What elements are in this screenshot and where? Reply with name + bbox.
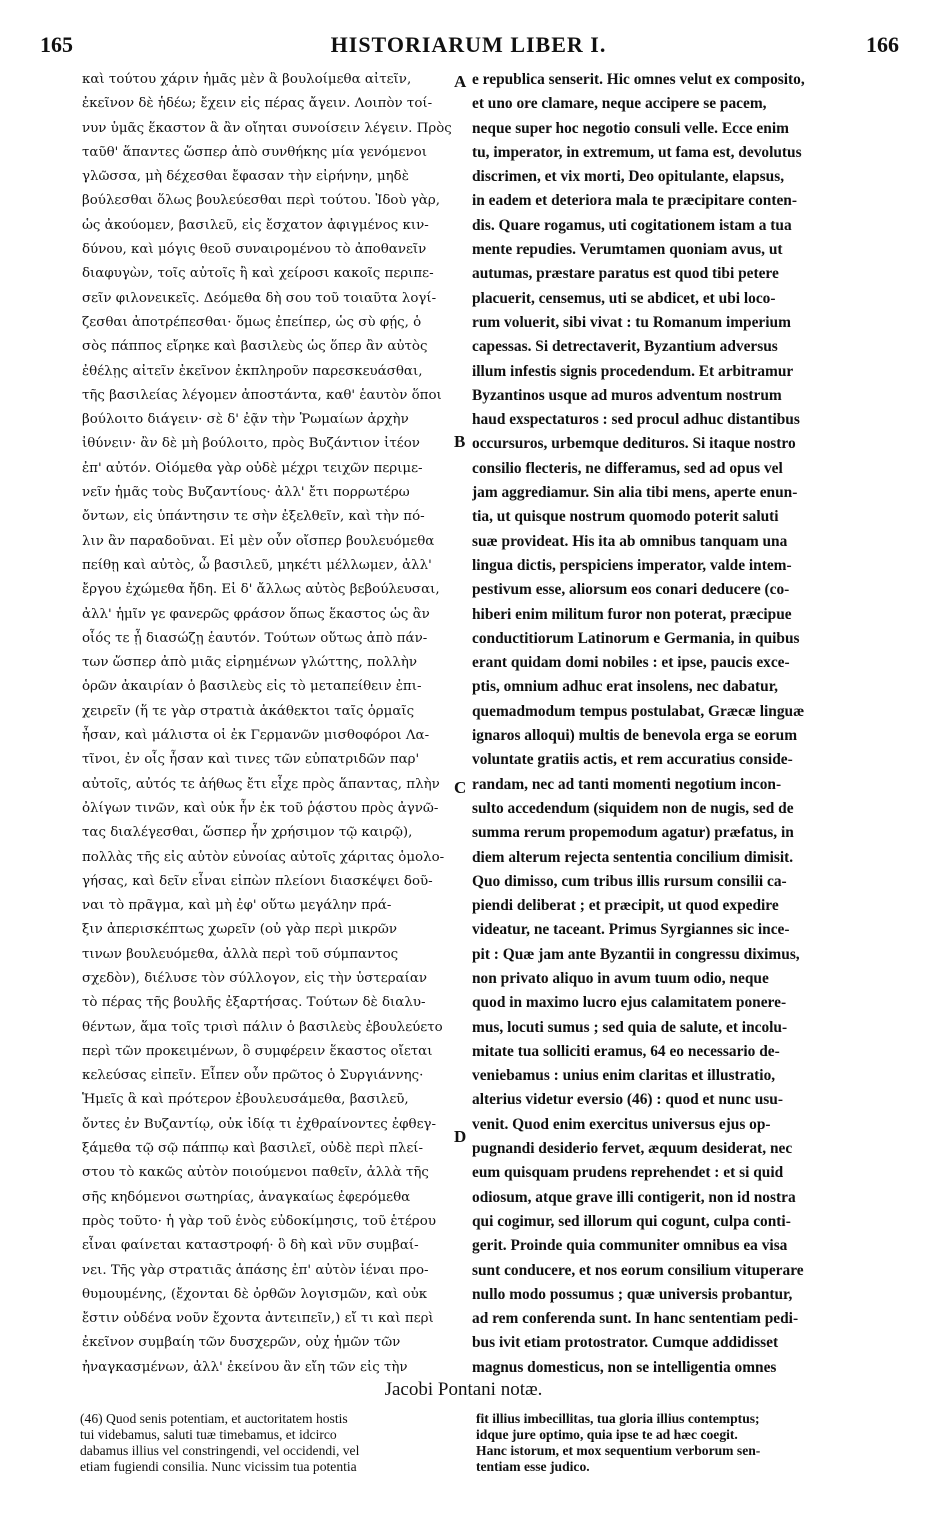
text-line: rum voluerit, sibi vivat : tu Romanum imperium	[472, 313, 791, 331]
margin-letter-b: B	[454, 432, 466, 451]
text-line: neque super hoc negotio consuli velle. Ecce enim	[472, 119, 789, 137]
text-line: suæ provideat. His ita ab omnibus tanquam una	[472, 532, 788, 550]
text-line: ξιν ἀπερισκέπτως χωρεῖν (οὐ γὰρ περὶ μικρῶν	[82, 922, 397, 938]
text-line: gerit. Proinde quia communiter omnibus ea visa	[472, 1237, 788, 1255]
text-line: dabamus illius vel constringendi, vel occidendi, vel	[80, 1443, 360, 1458]
text-line: ἐκεῖνον δὲ ἡδέω; ἔχειν εἰς πέρας ἄγειν. Λοιπὸν τοί-	[82, 96, 433, 112]
text-line: dis. Quare rogamus, uti cogitationem istam a tua	[472, 216, 792, 234]
text-line: γήσας, καὶ δεῖν εἶναι εἰπὼν πλείονι διασκέψει δοῦ-	[82, 873, 433, 889]
text-line: lingua dictis, perspiciens imperator, valde intem-	[472, 556, 792, 574]
text-line: Quo dimisso, cum tribus illis rursum consilii ca-	[472, 872, 787, 890]
text-line: venit. Quod enim exercitus universus ejus op-	[472, 1115, 771, 1133]
notes-right-column	[476, 1411, 896, 1475]
text-line: sulto accedendum (siquidem non de nugis, sed de	[472, 799, 794, 817]
notes-heading: Jacobi Pontani notæ.	[384, 1379, 543, 1400]
text-line: haud exspectaturos : sed procul adhuc distantibus	[472, 411, 800, 429]
text-line: σὸς πάππος εἴρηκε καὶ βασιλεὺς ὡς ὅπερ ἂν αὐτὸς	[82, 339, 428, 355]
text-line: τὸ πέρας τῆς βουλῆς ἐξαρτήσας. Τούτων δὲ διαλυ-	[82, 995, 426, 1011]
text-line: illum infestis signis procedendum. Et arbitramur	[472, 362, 794, 380]
text-line: σχεδὸν), διέλυσε τὸν σύλλογον, εἰς τὴν ὑστεραίαν	[82, 970, 428, 986]
text-line: ἀλλ' ἡμῖν γε φανερῶς φράσον ὅπως ἕκαστος ὡς ἂν	[82, 606, 430, 622]
text-line: ἠναγκασμένων, ἀλλ' ἐκείνου ἂν εἴη τῶν εἰς τὴν	[82, 1359, 408, 1375]
text-line: θέντων, ἅμα τοῖς τρισὶ πάλιν ὁ βασιλεὺς ἐβουλεύετο	[82, 1019, 443, 1035]
text-line: πρὸς τοῦτο· ἡ γὰρ τοῦ ἑνὸς εὐδοκίμησις, τοῦ ἑτέρου	[82, 1213, 436, 1229]
text-line: Hanc istorum, et mox sequentium verborum sen-	[476, 1443, 761, 1458]
text-line: κελεύσας εἰπεῖν. Εἶπεν οὖν πρῶτος ὁ Συργιάννης·	[82, 1068, 424, 1084]
text-line: mente repudies. Verumtamen quoniam avus, ut	[472, 241, 783, 259]
text-line: αὐτοῖς, αὐτός τε ἀήθως ἔτι εἶχε πρὸς ἅπαντας, πλὴν	[82, 776, 440, 792]
text-line: tu, imperator, in extremum, ut fama est, devolutus	[472, 143, 802, 161]
text-line: διαφυγὼν, τοῖς αὐτοῖς ἢ καὶ χείροσι κακοῖς περιπε-	[82, 266, 434, 282]
text-line: χειρεῖν (ἥ τε γὰρ στρατιὰ ἀκάθεκτοι ταῖς ὁρμαῖς	[82, 703, 415, 719]
text-line: οἷός τε ᾖ διασώζῃ ἑαυτόν. Τούτων οὕτως ἀπὸ πάν-	[82, 630, 428, 646]
greek-text-column	[82, 68, 452, 1380]
text-line: diem alterum rejecta sententia concilium dimisit.	[472, 848, 794, 866]
text-line: ἐθέλῃς αἰτεῖν ἐκεῖνον ἐκπληροῦν παρεσκευάσθαι,	[82, 363, 423, 379]
text-line: ταῦθ' ἅπαντες ὥσπερ ἀπὸ συνθήκης μία γενόμενοι	[82, 144, 427, 160]
text-line: capessas. Si detrectaverit, Byzantium adversus	[472, 338, 778, 356]
text-line: σῆς κηδόμενοι σωτηρίας, ἀναγκαίως ἐφερόμεθα	[82, 1189, 411, 1205]
text-line: πείθῃ καὶ αὐτὸς, ὦ βασιλεῦ, μηκέτι μέλλωμεν, ἀλλ'	[82, 557, 432, 573]
text-line: πολλὰς τῆς εἰς αὐτὸν εὐνοίας αὐτοῖς χάριτας ὁμολο-	[82, 849, 445, 865]
page-number-left: 165	[40, 32, 73, 57]
text-line: veniebamus : unius enim claritas et illustratio,	[472, 1067, 776, 1085]
text-line: magnus domesticus, non se intelligentia omnes	[472, 1358, 777, 1376]
text-line: ὄντων, εἰς ὑπάντησιν τε σὴν ἐξελθεῖν, καὶ τὴν πό-	[82, 509, 425, 525]
text-line: odiosum, atque grave illi contigerit, non id nostra	[472, 1188, 796, 1206]
text-line: tentiam esse judico.	[476, 1459, 590, 1474]
text-line: e republica senserit. Hic omnes velut ex composito,	[472, 71, 805, 88]
text-line: tia, ut quisque nostrum quomodo poterit saluti	[472, 508, 779, 526]
text-line: δύνου, καὶ μόγις θεοῦ συναιρομένου τὸ ἀποθανεῖν	[82, 242, 427, 258]
text-line: mitate tua solliciti eramus, 64 eo necessario de-	[472, 1042, 780, 1060]
text-line: (46) Quod senis potentiam, et auctoritatem hostis	[80, 1411, 348, 1426]
text-line: eum quisquam prudens reprehendet : et si quid	[472, 1164, 784, 1182]
text-line: pugnandi desiderio fervet, æquum desiderat, nec	[472, 1140, 793, 1158]
text-line: pestivum esse, aliorsum eos conari deducere (co-	[472, 581, 790, 599]
text-line: quemadmodum tempus postulabat, Græcæ linguæ	[472, 702, 805, 720]
text-line: Byzantinos usque ad muros adventum nostrum	[472, 386, 782, 404]
text-line: ὄντες ἐν Βυζαντίῳ, οὐκ ἰδίᾳ τι ἐχθραίνοντες ἐφθεγ-	[82, 1116, 437, 1132]
text-line: τῆς βασιλείας λέγομεν ἀποστάντα, καθ' ἑαυτὸν ὅποι	[82, 387, 442, 403]
text-line: ἰθύνειν· ἂν δὲ μὴ βούλοιτο, πρὸς Βυζάντιον ἰτέον	[82, 436, 420, 452]
margin-letter-d: D	[454, 1127, 467, 1146]
text-line: θυμουμένης, (ἔχονται δὲ ὀρθῶν λογισμῶν, καὶ οὐκ	[82, 1286, 428, 1302]
text-line: σεῖν φιλονεικεῖς. Δεόμεθα δὴ σου τοῦ τοιαῦτα λογί-	[82, 290, 437, 306]
text-line: videatur, ne taceant. Primus Syrgiannes sic incе-	[472, 921, 790, 939]
text-line: placuerit, censemus, uti se abdicet, et ubi loco-	[472, 289, 776, 307]
text-line: fit illius imbecillitas, tua gloria illius contemptus;	[476, 1411, 760, 1426]
text-line: et uno ore clamare, neque accipere se pacem,	[472, 95, 767, 113]
text-line: ἔργου ἐχώμεθα ἤδη. Εἰ δ' ἄλλως αὐτὸς βεβούλευσαι,	[82, 582, 440, 598]
text-line: voluntate gratiis actis, et rem accuratius conside-	[472, 751, 793, 769]
text-line: summa rerum propemodum agatur) præfatus, in	[472, 824, 794, 842]
text-line: erant quidam domi nobiles : et ipse, paucis exce-	[472, 654, 790, 672]
text-line: idque jure optimo, quia ipse te ad hæc coegit.	[476, 1427, 738, 1442]
text-line: τας διαλέγεσθαι, ὥσπερ ἦν χρήσιμον τῷ καιρῷ),	[82, 825, 413, 841]
text-line: ἦσαν, καὶ μάλιστα οἱ ἐκ Γερμανῶν μισθοφόροι Λα-	[82, 728, 430, 744]
text-line: jam aggrediamur. Sin alia tibi mens, aperte enun-	[472, 484, 798, 502]
text-line: Ἡμεῖς ἃ καὶ πρότερον ἐβουλευσάμεθα, βασιλεῦ,	[82, 1092, 409, 1108]
text-line: conductitiorum Latinorum e Germania, in quibus	[472, 629, 800, 647]
margin-letter-c: C	[454, 778, 467, 797]
text-line: nullo modo possumus ; quæ universis probantur,	[472, 1285, 793, 1303]
latin-text-column	[472, 68, 894, 1380]
text-line: ignaros alloqui) multis de benevola erga se eorum	[472, 727, 798, 745]
text-line: τινων βουλευόμεθα, ἀλλὰ περὶ τοῦ σύμπαντος	[82, 946, 399, 962]
text-line: ὁρῶν ἀκαιρίαν ὁ βασιλεὺς εἰς τὸ μεταπείθειν ἐπι-	[82, 679, 422, 695]
text-line: καὶ τούτου χάριν ἡμᾶς μὲν ἃ βουλοίμεθα αἰτεῖν,	[82, 72, 412, 87]
text-line: ad rem conferenda sunt. In hanc sententiam pedi-	[472, 1310, 799, 1328]
text-line: randam, nec ad tanti momenti negotium incon-	[472, 775, 782, 793]
page-number-right: 166	[866, 32, 899, 57]
text-line: non privato aliquo in avum tuum odio, neque	[472, 969, 769, 987]
text-line: των ὥσπερ ἀπὸ μιᾶς εἰρημένων γλώττης, πολλὴν	[82, 655, 418, 671]
text-line: discrimen, et vix morti, Deo opitulante, elapsus,	[472, 168, 785, 186]
text-line: in eadem et deteriora mala te præcipitare conten-	[472, 192, 797, 210]
text-line: alterius videtur eversio (46) : quod et nunc usu-	[472, 1091, 783, 1109]
running-title: HISTORIARUM LIBER I.	[330, 32, 607, 57]
text-line: tui videbamus, saluti tuæ timebamus, et idcirco	[80, 1427, 337, 1442]
text-line: περὶ τῶν προκειμένων, ὃ συμφέρειν ἕκαστος οἴεται	[82, 1043, 433, 1059]
text-line: νει. Τῆς γὰρ στρατιᾶς ἁπάσης ἐπ' αὐτὸν ἰέναι προ-	[82, 1262, 429, 1278]
text-line: ἐκεῖνον συμβαίη τῶν δυσχερῶν, οὐχ ἡμῶν τῶν	[82, 1335, 401, 1351]
text-line: pit : Quæ jam ante Byzantii in congressu diximus,	[472, 945, 800, 963]
text-line: autumas, præstare paratus est quod tibi petere	[472, 265, 779, 283]
text-line: hiberi enim militum furor non poterat, præcipue	[472, 605, 792, 623]
text-line: ἐπ' αὐτόν. Οἰόμεθα γὰρ οὐδὲ μέχρι τειχῶν περιμε-	[82, 460, 423, 476]
text-line: consilio flecteris, ne differamus, sed ad opus vel	[472, 459, 783, 477]
notes-left-column	[80, 1411, 460, 1475]
text-line: ναι τὸ πρᾶγμα, καὶ μὴ ἐφ' οὕτω μεγάλην πρά-	[82, 898, 392, 914]
text-line: piendi deliberat ; et præcipit, ut quod expedire	[472, 897, 779, 915]
text-line: etiam fugiendi consilia. Nunc vicissim tua potentia	[80, 1459, 357, 1474]
text-line: ὀλίγων τινῶν, καὶ οὐκ ἦν ἐκ τοῦ ῥᾴστου πρὸς ἀγνῶ-	[82, 800, 439, 816]
text-line: ὡς ἀκούομεν, βασιλεῦ, εἰς ἔσχατον ἀφιγμένος κιν-	[82, 217, 429, 233]
text-line: ζεσθαι ἀποτρέπεσθαι· ὅμως ἐπείπερ, ὡς σὺ φῄς, ὁ	[82, 314, 422, 330]
text-line: ξάμεθα τῷ σῷ πάππῳ καὶ βασιλεῖ, οὐδὲ περὶ πλεί-	[82, 1141, 424, 1157]
text-line: στου τὸ κακῶς αὐτὸν ποιούμενοι παθεῖν, ἀλλὰ τῆς	[82, 1165, 429, 1181]
text-line: βούλεσθαι ὅλως βουλεύεσθαι περὶ τούτου. Ἰδοὺ γὰρ,	[82, 193, 441, 209]
text-line: qui cogimur, sed illorum qui cogunt, culpa conti-	[472, 1212, 791, 1230]
text-line: sunt conducere, et nos eorum consilium vituperare	[472, 1261, 804, 1279]
text-line: bus ivit etiam protostrator. Cumque addidisset	[472, 1334, 779, 1352]
text-line: τῖνοι, ἐν οἷς ἦσαν καὶ τινες τῶν εὐπατριδῶν παρ'	[82, 752, 420, 768]
text-line: λιν ἂν παραδοῦναι. Εἰ μὲν οὖν οἴσπερ βουλευόμεθα	[82, 533, 435, 549]
text-line: νυν ὑμᾶς ἕκαστον ἃ ἂν οἴηται συνοίσειν λέγειν. Πρὸς	[82, 120, 452, 136]
margin-letter-a: A	[454, 72, 467, 91]
text-line: νεῖν ἡμᾶς τοὺς Βυζαντίους· ἀλλ' ἔτι πορρωτέρω	[82, 485, 410, 501]
text-line: quod in maximo lucro ejus calamitatem ponere-	[472, 994, 787, 1012]
text-line: εἶναι φαίνεται καταστροφή· ὃ δὴ καὶ νῦν συμβαί-	[82, 1238, 419, 1254]
text-line: ptis, omnium adhuc erat insolens, nec dabatur,	[472, 678, 779, 696]
text-line: occursuros, urbemque dedituros. Si itaque nostro	[472, 435, 796, 453]
running-header	[30, 32, 907, 58]
text-line: ἔστιν οὐδένα νοῦν ἔχοντα ἀντειπεῖν,) εἴ τι καὶ περὶ	[82, 1311, 434, 1327]
text-line: βούλοιτο διάγειν· σὲ δ' ἐᾷν τὴν Ῥωμαίων ἀρχὴν	[82, 412, 409, 428]
text-line: mus, locuti sumus ; sed quia de salute, et incolu-	[472, 1018, 788, 1036]
text-line: γλῶσσα, μὴ δέχεσθαι ἔφασαν τὴν εἰρήνην, μηδὲ	[82, 169, 409, 185]
